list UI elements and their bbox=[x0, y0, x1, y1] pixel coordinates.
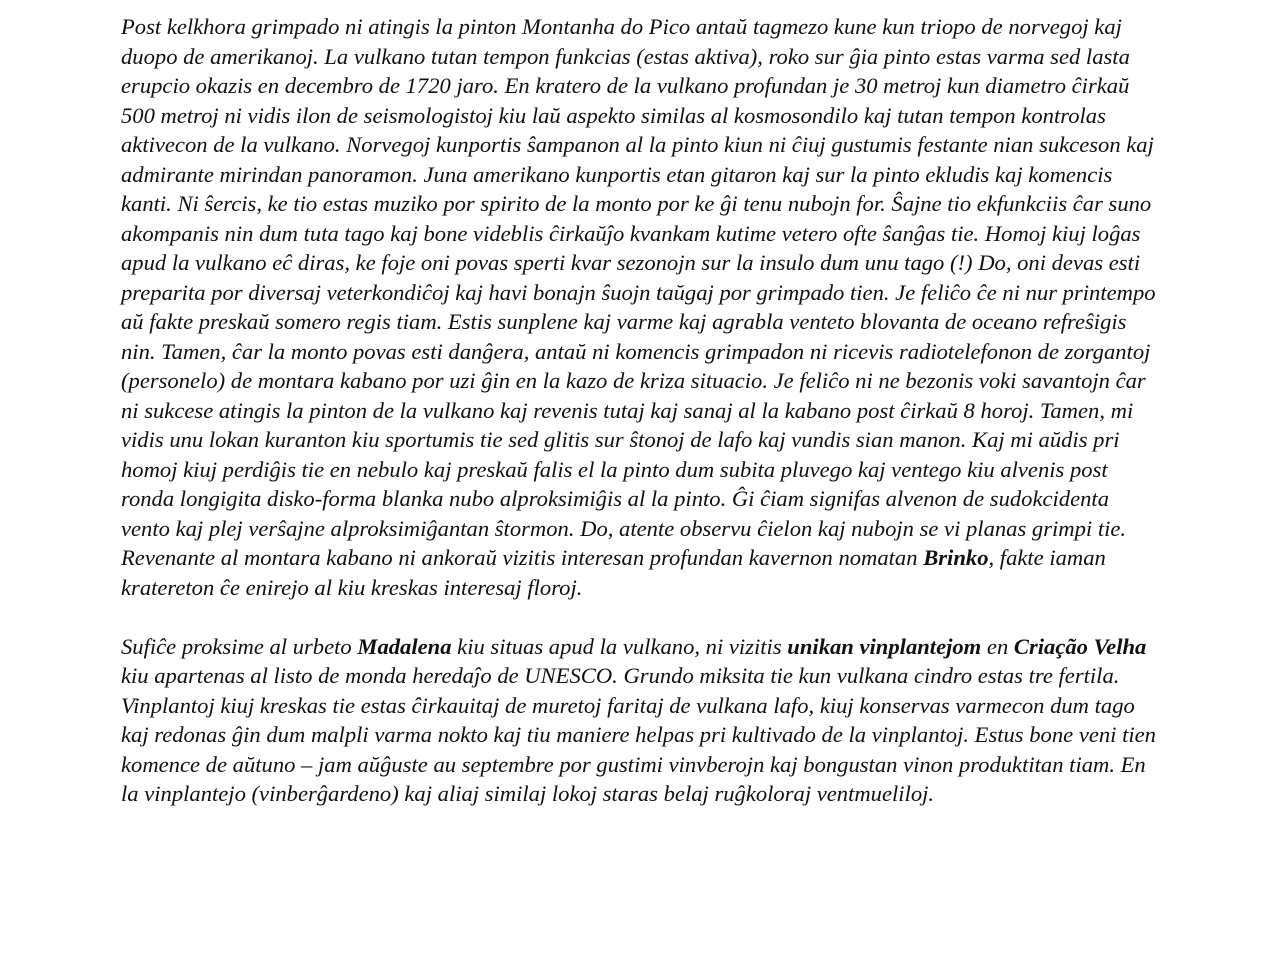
bold-term-criacao-velha: Criação Velha bbox=[1013, 633, 1147, 659]
bold-term-vinplantejom: unikan vinplantejom bbox=[787, 633, 982, 659]
paragraph-text: Post kelkhora grimpado ni atingis la pinton Montanha do Pico antaŭ tagmezo kune kun triopo de norvegoj kaj duopo de amerikanoj. La vulkano tutan tempon funkcias (estas aktiva), roko sur ĝia pinto estas varma sed lasta erupcio okazis en decembro de 1720 jaro. En kratero de la vulkano profundan je 30 metroj kun diametro ĉirkaŭ 500 metroj ni vidis ilon de seismologistoj kiu laŭ aspekto similas al kosmosondilo kaj tutan tempon kontrolas aktivecon de la vulkano. Norvegoj kunportis ŝampanon al la pinto kiun ni ĉiuj gustumis festante nian sukceson kaj admirante mirindan panoramon. Juna amerikano kunportis etan gitaron kaj sur la pinto ekludis kaj komencis kanti. Ni ŝercis, ke tio estas muziko por spirito de la monto por ke ĝi tenu nubojn for. Ŝajne tio ekfunkciis ĉar suno akompanis nin dum tuta tago kaj bone videblis ĉirkaŭĵo kvankam kutime vetero ofte ŝanĝas tie. Homoj kiuj loĝas apud la vulkano eĉ diras, ke foje oni povas sperti kvar sezonojn sur la insulo dum unu tago (!) Do, oni devas esti preparita por diversaj veterkondiĉoj kaj havi bonajn ŝuojn taŭgaj por grimpado tien. Je feliĉo ĉe ni nur printempo aŭ fakte preskaŭ somero regis tiam. Estis sunplene kaj varme kaj agrabla venteto blovanta de oceano refreŝigis nin. Tamen, ĉar la monto povas esti danĝera, antaŭ ni komencis grimpadon ni ricevis radiotelefonon de zorgantoj (personelo) de montara kabano por uzi ĝin en la kazo de kriza situacio. Je feliĉo ni ne bezonis voki savantojn ĉar ni sukcese atingis la pinton de la vulkano kaj revenis tutaj kaj sanaj al la kabano post ĉirkaŭ 8 horoj. Tamen, mi vidis unu lokan kuranton kiu sportumis tie sed glitis sur ŝtonoj de lafo kaj vundis sian manon. Kaj mi aŭdis pri homoj kiuj perdiĝis tie en nebulo kaj preskaŭ falis el la pinto dum subita pluvego kaj ventego kiu alvenis post ronda longigita disko-forma blanka nubo alproksimiĝis al la pinto. Ĝi ĉiam signifas alvenon de sudokcidenta vento kaj plej verŝajne alproksimiĝantan ŝtormon. Do, atente observu ĉielon kaj nubojn se vi planas grimpi tie. Revenante al montara kabano ni ankoraŭ vizitis interesan profundan kavernon nomatan bbox=[121, 14, 1156, 570]
paragraph-text: en bbox=[981, 633, 1014, 659]
paragraph-text: , fakte iaman kratereton ĉe enirejo al kiu kreskas interesaj floroj. bbox=[121, 545, 1106, 600]
paragraph-text: kiu situas apud la vulkano, ni vizitis bbox=[451, 633, 788, 659]
bold-term-brinko: Brinko bbox=[923, 545, 989, 570]
bold-term-madalena: Madalena bbox=[357, 633, 452, 659]
paragraph-text: Sufiĉe proksime al urbeto bbox=[121, 633, 358, 659]
paragraph-pico-climb bbox=[121, 12, 1161, 602]
paragraph-vineyards bbox=[121, 632, 1161, 809]
paragraph-text: kiu apartenas al listo de monda heredaĵo de UNESCO. Grundo miksita tie kun vulkana cindro estas tre fertila. Vinplantoj kiuj kreskas tie estas ĉirkauitaj de muretoj faritaj de vulkana lafo, kiuj konservas varmecon dum tago kaj redonas ĝin dum malpli varma nokto kaj tiu maniere helpas pri kultivado de la vinplantoj. Estus bone veni tien komence de aŭtuno – jam aŭĝuste au septembre por gustimi vinvberojn kaj bongustan vinon produktitan tiam. En la vinplantejo (vinberĝardeno) kaj aliaj similaj lokoj staras belaj ruĝkoloraj ventmueliloj. bbox=[121, 663, 1156, 806]
document-page bbox=[121, 12, 1161, 809]
